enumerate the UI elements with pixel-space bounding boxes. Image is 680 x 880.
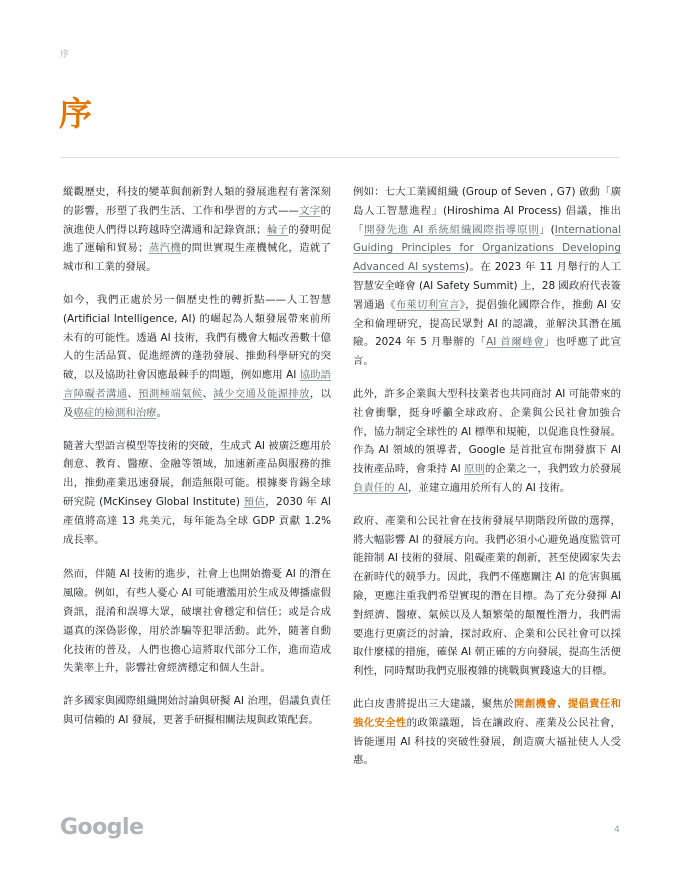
text: 。 (156, 406, 167, 419)
paragraph-generative-ai (63, 437, 331, 550)
link-seoul-summit[interactable]: AI 首爾峰會 (486, 336, 545, 349)
text: ，以及 (63, 387, 332, 419)
text: 的企業之一，我們致力於發展 (485, 463, 622, 476)
page-number: 4 (614, 825, 620, 835)
right-column (353, 183, 621, 784)
link-responsible-ai[interactable]: 負責任的 AI (353, 481, 409, 494)
link-wheel[interactable]: 輪子 (266, 223, 289, 236)
highlight-responsibility-security: 提倡責任和強化安全性 (353, 697, 622, 729)
paragraph-ai-turning-point (63, 291, 331, 423)
running-head: 序 (60, 50, 70, 60)
text: 》，提倡強化國際合作，推動 AI 安全和倫理研究，提高民眾對 AI 的認識，並解決其潛在風險。2024 年 5 月舉辦的「 (353, 298, 622, 349)
text: 隨著大型語言模型等技術的突破，生成式 AI 被廣泛應用於創意、教育、醫療、金融等領域，加速新產品與服務的推出，推動產業迅速發展，創造無限可能。根據麥肯錫全球研究院 (McKinsey Global Institute) (63, 439, 331, 508)
text: 、 (556, 697, 568, 710)
paragraph-ai-risks: 然而，伴隨 AI 技術的進步，社會上也開始擔憂 AI 的潛在風險。例如，有些人憂心 AI 可能遭濫用於生成及傳播虛假資訊，混淆和誤導大眾，破壞社會穩定和信任；或是合成逼真的深偽影像，用於詐騙等犯罪活動。此外，隨著自動化技術的普及，人們也擔心這將取代部分工作，進而造成失業率上升，影響社會經濟穩定和個人生計。 (63, 568, 331, 675)
link-steam-engine[interactable]: 蒸汽機 (148, 242, 182, 255)
paragraph-g7-hiroshima (353, 183, 621, 371)
text: 」( (539, 223, 555, 236)
text: 縱觀歷史，科技的變革與創新對人類的發展進程有著深刻的影響，形塑了我們生活、工作和學習的方式—— (63, 186, 331, 217)
link-traffic-emissions[interactable]: 減少交通及能源排放 (213, 387, 310, 400)
highlight-opportunity: 開創機會 (514, 697, 557, 710)
paragraph-ai-governance: 許多國家與國際組織開始討論與研擬 AI 治理，倡議負責任與可信賴的 AI 發展，更著手研擬相關法規與政策配套。 (63, 695, 331, 726)
text: 的發明促進了運輸和貿易； (63, 223, 332, 255)
text: 的政策議題，旨在讓政府、產業及公民社會，皆能運用 AI 科技的突破性發展，創造廣大福祉使人人受惠。 (353, 716, 622, 767)
title-divider (60, 157, 620, 158)
text: 如今，我們正處於另一個歷史性的轉折點——人工智慧 (Artificial Intelligence, AI) 的崛起為人類發展帶來前所未有的可能性。透過 AI 技術，我們有機會大幅改善數十億人的生活品質、促進經濟的蓬勃發展、推動科學研究的突破，以及協助社會因應最棘手的問題，例如應用 AI (63, 293, 331, 382)
text: ，並建立適用於所有人的 AI 技術。 (408, 481, 571, 494)
text: 此外，許多企業與大型科技業者也共同商討 AI 可能帶來的社會衝擊，挺身呼籲全球政府、企業與公民社會加強合作，協力制定全球性的 AI 標準和規範，以促進良性發展。作為 AI 領域的領導者，Google 是首批宣布開發旗下 AI 技術產品時，會秉持 AI (353, 387, 621, 476)
text: 的問世實現生產機械化，造就了城市和工業的發展。 (63, 242, 332, 274)
link-extreme-weather[interactable]: 預測極端氣候 (138, 387, 203, 400)
text: )。在 2023 年 11 月舉行的人工智慧安全峰會 (AI Safety Summit) 上，28 國政府代表簽署通過《 (353, 261, 621, 311)
link-ai-principles[interactable]: 原則 (464, 463, 486, 476)
page-title: 序 (59, 94, 92, 133)
link-writing[interactable]: 文字 (298, 204, 321, 217)
paragraph-industry-cooperation (353, 385, 621, 498)
paragraph-history (63, 183, 331, 277)
link-bletchley-declaration[interactable]: 布萊切利宣言 (395, 298, 460, 311)
paragraph-three-recommendations (353, 695, 621, 770)
text: 」也呼應了此宣言。 (353, 336, 621, 368)
link-guiding-principles-en[interactable]: International Guiding Principles for Organizations Developing Advanced AI systems (353, 223, 622, 274)
left-column (63, 183, 331, 744)
google-logo: Google (60, 815, 144, 840)
text: 例如：七大工業國組織 (Group of Seven , G7) 啟動「廣島人工智慧進程」(Hiroshima AI Process) 倡議，推出「 (353, 186, 621, 236)
text: 此白皮書將提出三大建議，聚焦於 (353, 697, 515, 710)
text: 、 (202, 387, 214, 400)
text: ，2030 年 AI 產值將高達 13 兆美元，每年能為全球 GDP 貢獻 1.2% 成長率。 (63, 495, 331, 546)
text: 、 (127, 387, 139, 400)
link-speech-impaired[interactable]: 協助語言障礙者溝通 (63, 369, 332, 400)
link-cancer-detection[interactable]: 癌症的檢測和治療 (73, 406, 157, 419)
link-guiding-principles-zh[interactable]: 開發先進 AI 系統組織國際指導原則 (364, 223, 540, 236)
text: 的演進使人們得以跨越時空溝通和記錄資訊； (63, 204, 332, 236)
link-mckinsey-estimate[interactable]: 預估 (243, 495, 266, 508)
paragraph-early-choices: 政府、產業和公民社會在技術發展早期階段所做的選擇，將大幅影響 AI 的發展方向。我們必須小心避免過度監管可能箝制 AI 技術的發展、阻礙產業的創新，甚至使國家失去在新時代的競爭力。因此，我們不僅應關注 AI 的危害與風險，更應注重我們希望實現的潛在目標。為了充分發揮 AI 對經濟、醫療、氣候以及人類繁榮的顛覆性潛力，我們需要進行更廣泛的討論，探討政府、企業和公民社會可以採取什麼樣的措施，確保 AI 朝正確的方向發展，提高生活便利性，同時幫助我們克服複雜的挑戰與實踐遠大的目標。 (353, 514, 621, 678)
